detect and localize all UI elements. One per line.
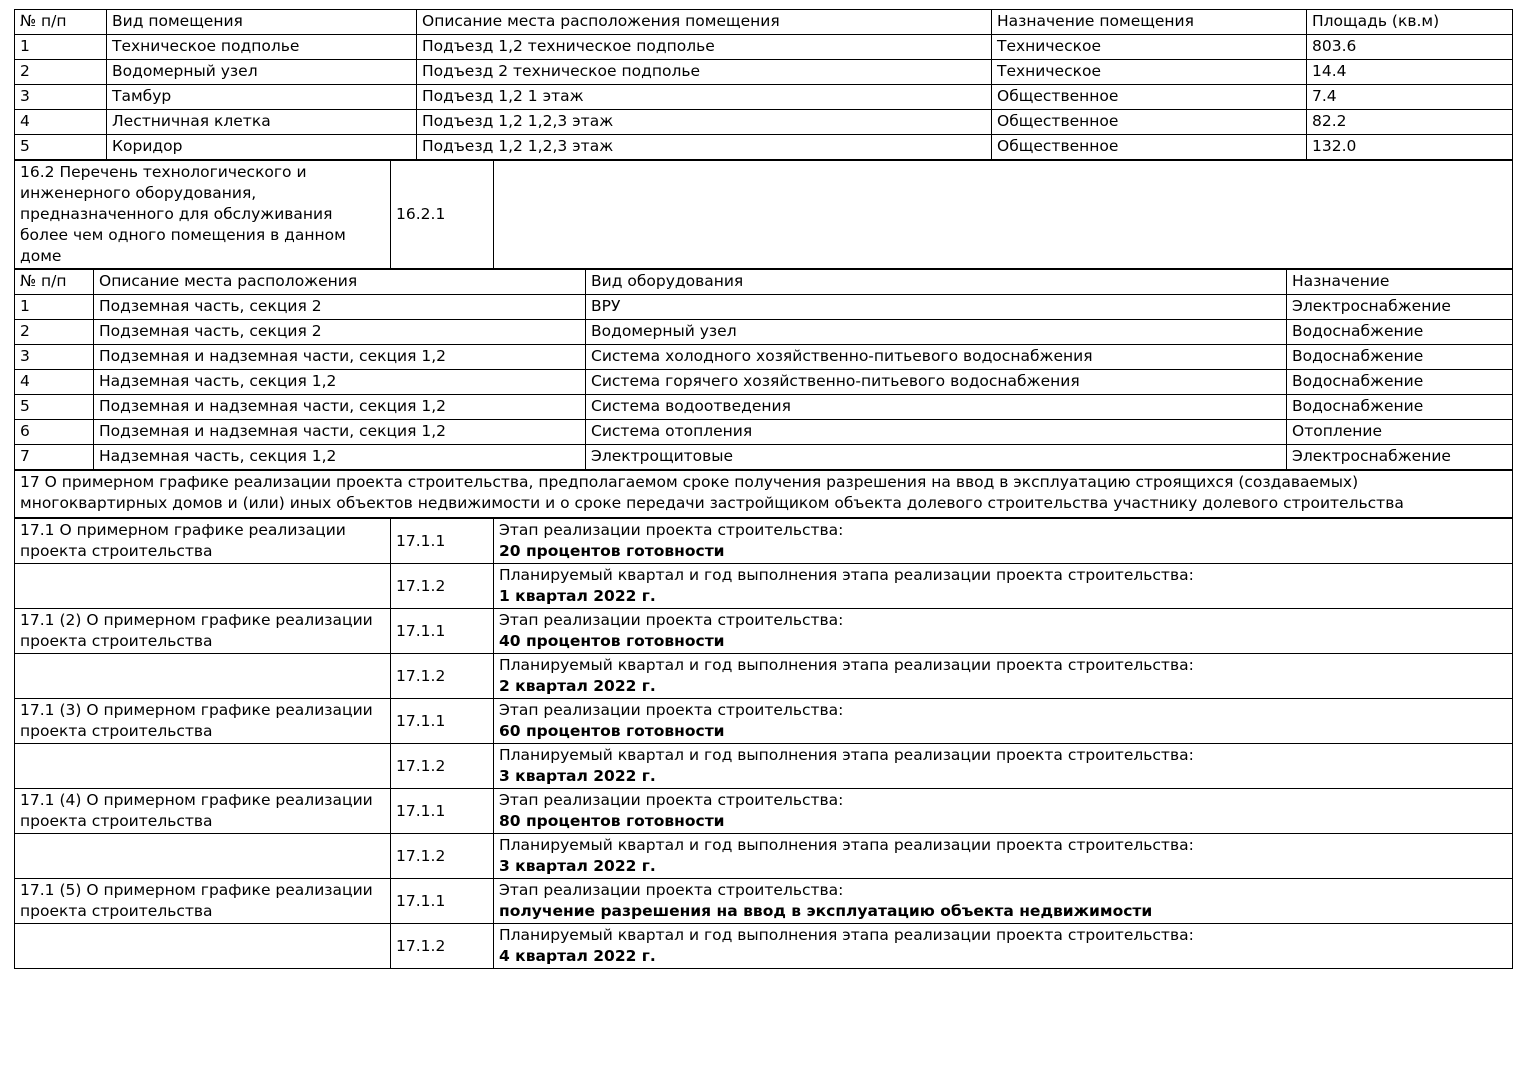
column-header-room-type: Вид помещения (107, 10, 417, 35)
equipment-location: Надземная часть, секция 1,2 (94, 370, 586, 395)
room-number: 5 (15, 135, 107, 160)
room-area: 14.4 (1307, 60, 1513, 85)
table-header-row (15, 10, 1513, 35)
stage-caption: Этап реализации проекта строительства: (499, 701, 844, 719)
section-16-2-value (494, 161, 1513, 269)
room-location: Подъезд 1,2 1,2,3 этаж (417, 135, 992, 160)
table-header-row (15, 270, 1513, 295)
equipment-purpose: Водоснабжение (1287, 395, 1513, 420)
room-type: Лестничная клетка (107, 110, 417, 135)
stage-value: 60 процентов готовности (499, 722, 725, 740)
quarter-value: 1 квартал 2022 г. (499, 587, 656, 605)
room-type: Техническое подполье (107, 35, 417, 60)
quarter-value: 3 квартал 2022 г. (499, 857, 656, 875)
room-purpose: Общественное (992, 135, 1307, 160)
equipment-purpose: Отопление (1287, 420, 1513, 445)
schedule-group-label-empty (15, 564, 391, 609)
quarter-caption: Планируемый квартал и год выполнения этапа реализации проекта строительства: (499, 836, 1194, 854)
column-header-equipment-type: Вид оборудования (586, 270, 1287, 295)
stage-value: 40 процентов готовности (499, 632, 725, 650)
section-16-2-block (14, 160, 1513, 269)
schedule-stage-row (15, 789, 1513, 834)
room-number: 1 (15, 35, 107, 60)
schedule-stage-code: 17.1.1 (391, 789, 494, 834)
room-type: Водомерный узел (107, 60, 417, 85)
section-16-2-label: 16.2 Перечень технологического и инженерного оборудования, предназначенного для обслуживания более чем одного помещения в данном доме (15, 161, 391, 269)
schedule-quarter-code: 17.1.2 (391, 654, 494, 699)
room-area: 803.6 (1307, 35, 1513, 60)
quarter-caption: Планируемый квартал и год выполнения этапа реализации проекта строительства: (499, 746, 1194, 764)
room-area: 82.2 (1307, 110, 1513, 135)
room-number: 4 (15, 110, 107, 135)
schedule-stage-code: 17.1.1 (391, 879, 494, 924)
room-number: 3 (15, 85, 107, 110)
stage-value: 80 процентов готовности (499, 812, 725, 830)
equipment-number: 4 (15, 370, 94, 395)
equipment-purpose: Электроснабжение (1287, 295, 1513, 320)
stage-caption: Этап реализации проекта строительства: (499, 791, 844, 809)
schedule-stage-content (494, 609, 1513, 654)
equipment-location: Подземная часть, секция 2 (94, 295, 586, 320)
schedule-stage-code: 17.1.1 (391, 519, 494, 564)
section-17-header (14, 470, 1513, 518)
column-header-num: № п/п (15, 10, 107, 35)
room-number: 2 (15, 60, 107, 85)
rooms-table (14, 9, 1513, 160)
equipment-type: Водомерный узел (586, 320, 1287, 345)
equipment-number: 3 (15, 345, 94, 370)
equipment-number: 1 (15, 295, 94, 320)
schedule-table (14, 518, 1513, 969)
equipment-type: Электрощитовые (586, 445, 1287, 470)
quarter-caption: Планируемый квартал и год выполнения этапа реализации проекта строительства: (499, 566, 1194, 584)
quarter-value: 3 квартал 2022 г. (499, 767, 656, 785)
table-row (15, 35, 1513, 60)
schedule-stage-content (494, 879, 1513, 924)
equipment-number: 7 (15, 445, 94, 470)
stage-caption: Этап реализации проекта строительства: (499, 611, 844, 629)
schedule-group-label: 17.1 (4) О примерном графике реализации проекта строительства (15, 789, 391, 834)
schedule-quarter-code: 17.1.2 (391, 564, 494, 609)
quarter-value: 4 квартал 2022 г. (499, 947, 656, 965)
section-17-row (15, 471, 1513, 518)
table-row (15, 320, 1513, 345)
table-row (15, 370, 1513, 395)
equipment-purpose: Водоснабжение (1287, 370, 1513, 395)
table-row (15, 395, 1513, 420)
schedule-stage-row (15, 699, 1513, 744)
equipment-location: Подземная и надземная части, секция 1,2 (94, 395, 586, 420)
room-purpose: Общественное (992, 85, 1307, 110)
column-header-room-area: Площадь (кв.м) (1307, 10, 1513, 35)
equipment-purpose: Водоснабжение (1287, 345, 1513, 370)
room-purpose: Техническое (992, 35, 1307, 60)
schedule-quarter-row (15, 564, 1513, 609)
table-row (15, 110, 1513, 135)
schedule-quarter-content (494, 834, 1513, 879)
equipment-location: Подземная и надземная части, секция 1,2 (94, 420, 586, 445)
schedule-stage-row (15, 879, 1513, 924)
table-row (15, 420, 1513, 445)
schedule-stage-code: 17.1.1 (391, 609, 494, 654)
room-type: Тамбур (107, 85, 417, 110)
schedule-group-label-empty (15, 654, 391, 699)
column-header-room-location: Описание места расположения помещения (417, 10, 992, 35)
schedule-quarter-row (15, 744, 1513, 789)
equipment-type: ВРУ (586, 295, 1287, 320)
equipment-location: Надземная часть, секция 1,2 (94, 445, 586, 470)
equipment-number: 5 (15, 395, 94, 420)
schedule-stage-code: 17.1.1 (391, 699, 494, 744)
schedule-quarter-content (494, 564, 1513, 609)
table-row (15, 60, 1513, 85)
equipment-location: Подземная и надземная части, секция 1,2 (94, 345, 586, 370)
room-location: Подъезд 1,2 1 этаж (417, 85, 992, 110)
room-purpose: Общественное (992, 110, 1307, 135)
column-header-num: № п/п (15, 270, 94, 295)
room-location: Подъезд 1,2 1,2,3 этаж (417, 110, 992, 135)
table-row (15, 445, 1513, 470)
room-area: 7.4 (1307, 85, 1513, 110)
schedule-quarter-row (15, 834, 1513, 879)
schedule-group-label-empty (15, 924, 391, 969)
schedule-stage-content (494, 789, 1513, 834)
equipment-number: 2 (15, 320, 94, 345)
equipment-location: Подземная часть, секция 2 (94, 320, 586, 345)
equipment-type: Система горячего хозяйственно-питьевого водоснабжения (586, 370, 1287, 395)
schedule-quarter-code: 17.1.2 (391, 834, 494, 879)
stage-caption: Этап реализации проекта строительства: (499, 521, 844, 539)
table-row (15, 135, 1513, 160)
schedule-quarter-row (15, 654, 1513, 699)
quarter-caption: Планируемый квартал и год выполнения этапа реализации проекта строительства: (499, 926, 1194, 944)
schedule-group-label: 17.1 (3) О примерном графике реализации проекта строительства (15, 699, 391, 744)
schedule-quarter-code: 17.1.2 (391, 744, 494, 789)
column-header-equipment-purpose: Назначение (1287, 270, 1513, 295)
schedule-stage-content (494, 699, 1513, 744)
schedule-group-label-empty (15, 744, 391, 789)
room-purpose: Техническое (992, 60, 1307, 85)
schedule-group-label: 17.1 (5) О примерном графике реализации проекта строительства (15, 879, 391, 924)
equipment-type: Система водоотведения (586, 395, 1287, 420)
equipment-purpose: Водоснабжение (1287, 320, 1513, 345)
section-16-2-code: 16.2.1 (391, 161, 494, 269)
equipment-table (14, 269, 1513, 470)
section-17-text: 17 О примерном графике реализации проекта строительства, предполагаемом сроке получения разрешения на ввод в эксплуатацию строящихся (создаваемых) многоквартирных домов и (или) иных объектов недвижимости и о сроке передачи застройщиком объекта долевого строительства участнику долевого строительства (15, 471, 1513, 518)
schedule-stage-content (494, 519, 1513, 564)
room-area: 132.0 (1307, 135, 1513, 160)
equipment-type: Система отопления (586, 420, 1287, 445)
equipment-type: Система холодного хозяйственно-питьевого водоснабжения (586, 345, 1287, 370)
quarter-value: 2 квартал 2022 г. (499, 677, 656, 695)
table-row (15, 295, 1513, 320)
schedule-group-label: 17.1 (2) О примерном графике реализации проекта строительства (15, 609, 391, 654)
column-header-equipment-location: Описание места расположения (94, 270, 586, 295)
stage-value: получение разрешения на ввод в эксплуатацию объекта недвижимости (499, 902, 1153, 920)
room-type: Коридор (107, 135, 417, 160)
stage-caption: Этап реализации проекта строительства: (499, 881, 844, 899)
schedule-quarter-content (494, 744, 1513, 789)
schedule-group-label: 17.1 О примерном графике реализации проекта строительства (15, 519, 391, 564)
schedule-stage-row (15, 609, 1513, 654)
schedule-quarter-row (15, 924, 1513, 969)
equipment-number: 6 (15, 420, 94, 445)
quarter-caption: Планируемый квартал и год выполнения этапа реализации проекта строительства: (499, 656, 1194, 674)
room-location: Подъезд 2 техническое подполье (417, 60, 992, 85)
equipment-purpose: Электроснабжение (1287, 445, 1513, 470)
room-location: Подъезд 1,2 техническое подполье (417, 35, 992, 60)
schedule-quarter-code: 17.1.2 (391, 924, 494, 969)
schedule-quarter-content (494, 924, 1513, 969)
section-16-2-row (15, 161, 1513, 269)
schedule-quarter-content (494, 654, 1513, 699)
schedule-group-label-empty (15, 834, 391, 879)
table-row (15, 345, 1513, 370)
schedule-stage-row (15, 519, 1513, 564)
column-header-room-purpose: Назначение помещения (992, 10, 1307, 35)
table-row (15, 85, 1513, 110)
stage-value: 20 процентов готовности (499, 542, 725, 560)
